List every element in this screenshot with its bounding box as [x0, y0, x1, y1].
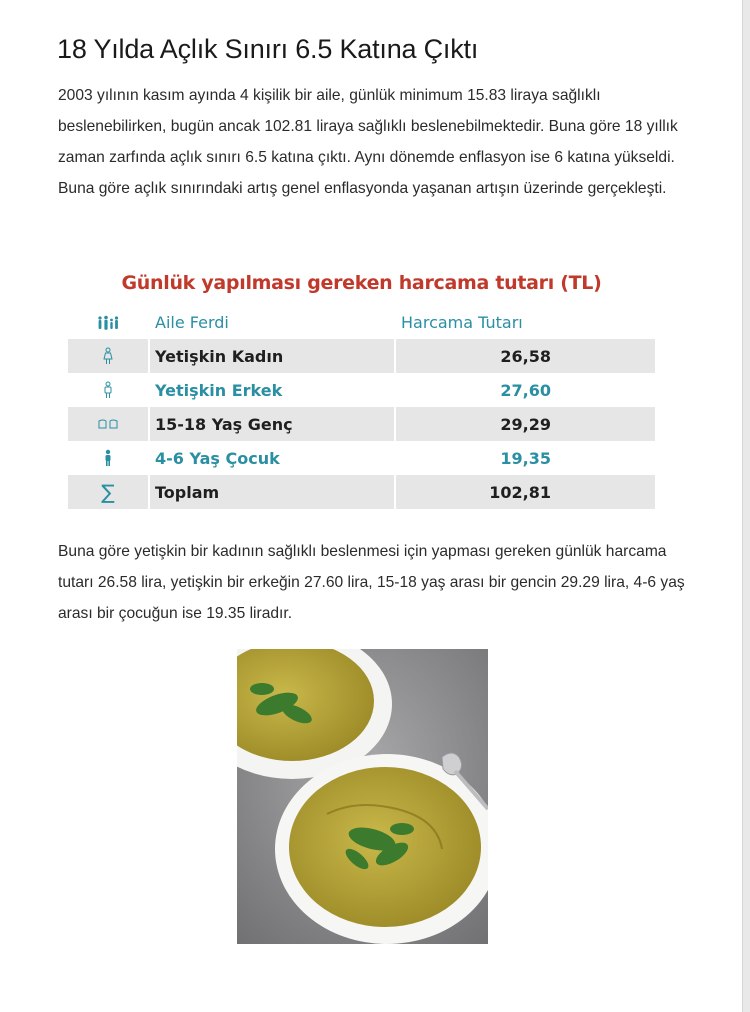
teen-icon	[68, 407, 148, 441]
row-value: 102,81	[489, 482, 551, 502]
table-row	[68, 475, 655, 509]
row-value: 19,35	[500, 448, 551, 468]
row-value: 27,60	[500, 380, 551, 400]
man-icon	[68, 373, 148, 407]
row-value: 26,58	[500, 346, 551, 366]
table-row	[68, 339, 655, 373]
row-label: Yetişkin Kadın	[155, 346, 284, 366]
family-icon	[68, 306, 148, 339]
article-title: 18 Yılda Açlık Sınırı 6.5 Katına Çıktı	[57, 34, 479, 64]
table-row	[68, 441, 655, 475]
table-row	[68, 407, 655, 441]
row-label: 15-18 Yaş Genç	[155, 414, 293, 434]
sigma-icon: ∑	[101, 480, 115, 504]
row-label: Toplam	[155, 482, 220, 502]
header-amount: Harcama Tutarı	[401, 313, 523, 332]
child-icon	[68, 441, 148, 475]
soup-bowls-photo	[237, 649, 488, 944]
row-label: 4-6 Yaş Çocuk	[155, 448, 280, 468]
table-title: Günlük yapılması gereken harcama tutarı (TL)	[121, 272, 602, 294]
table-row	[68, 373, 655, 407]
table-header-row	[68, 306, 655, 339]
expense-table	[68, 306, 655, 509]
header-member: Aile Ferdi	[155, 313, 229, 332]
intro-paragraph: 2003 yılının kasım ayında 4 kişilik bir aile, günlük minimum 15.83 liraya sağlıklı beslenebilirken, bugün ancak 102.81 liraya sağlıklı beslenebilmektedir. Buna göre 18 yıllık zaman zarfında açlık sınırı 6.5 katına çıktı. Aynı dönemde enflasyon ise 6 katına yükseldi. Buna göre açlık sınırındaki artış genel enflasyonda yaşanan artışın üzerinde gerçekleşti.	[58, 87, 678, 197]
row-label: Yetişkin Erkek	[155, 380, 283, 400]
summary-paragraph: Buna göre yetişkin bir kadının sağlıklı beslenmesi için yapması gereken günlük harcama tutarı 26.58 lira, yetişkin bir erkeğin 27.60 lira, 15-18 yaş arası bir gencin 29.29 lira, 4-6 yaş arası bir çocuğun ise 19.35 liradır.	[58, 543, 685, 622]
row-value: 29,29	[500, 414, 551, 434]
woman-icon	[68, 339, 148, 373]
